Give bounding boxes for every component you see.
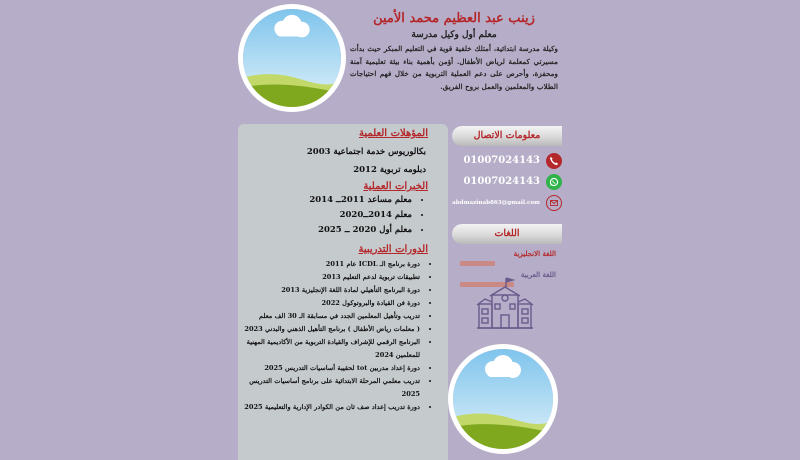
- whatsapp-row[interactable]: [452, 171, 562, 192]
- whatsapp-number[interactable]: 01007024143: [463, 176, 540, 187]
- experience-list: [242, 193, 440, 238]
- phone-row[interactable]: [452, 150, 562, 171]
- course-item: • ( معلمات رياض الأطفال ) برنامج التأهيل الذهني والبدني 2023: [242, 323, 420, 336]
- experience-title: الخبرات العملية: [363, 181, 428, 192]
- experience-item: • معلم 2014ــ2020: [242, 208, 412, 223]
- courses-title: الدورات التدريبية: [358, 244, 428, 255]
- course-item: • تدريب وتأهيل المعلمين الجدد في مسابقة الـ 30 الف معلم: [242, 310, 420, 323]
- person-name: زينب عبد العظيم محمد الأمين: [373, 11, 535, 26]
- job-title: معلم أول وكيل مدرسة: [411, 30, 497, 40]
- language-label: اللغة العربية: [520, 270, 556, 279]
- contact-title: معلومات الاتصال: [452, 126, 562, 146]
- profile-photo-top: [238, 4, 346, 112]
- profile-photo-bottom: [448, 344, 558, 454]
- main-panel: [238, 124, 448, 460]
- course-item: • تدريب معلمي المرحلة الابتدائية على برنامج أساسيات التدريس 2025: [242, 375, 420, 401]
- school-icon: [476, 276, 534, 330]
- side-column: [452, 124, 562, 289]
- header: [350, 10, 558, 93]
- language-level-bar: [460, 261, 495, 266]
- email-icon: [546, 195, 562, 211]
- course-item: • دورة تدريب إعداد صف ثان من الكوادر الإدارية والتعليمية 2025: [242, 401, 420, 414]
- course-item: • البرنامج الرقمي للإشراف والقيادة التربوية من الأكاديمية المهنية للمعلمين 2024: [242, 336, 420, 362]
- phone-icon: [546, 153, 562, 169]
- languages-title: اللغات: [452, 224, 562, 244]
- course-item: • دورة برنامج الـ ICDL عام 2011: [242, 258, 420, 271]
- language-label: اللغة الانجليزية: [513, 249, 556, 258]
- experience-item: • معلم مساعد 2011ــ 2014: [242, 193, 412, 208]
- qualification-item: دبلومه تربوية 2012: [353, 165, 426, 175]
- email-row[interactable]: [452, 192, 562, 213]
- qualification-item: بكالوريوس خدمة اجتماعية 2003: [306, 147, 426, 157]
- whatsapp-icon: [546, 174, 562, 190]
- bio-paragraph: وكيلة مدرسة ابتدائية، أمتلك خلفية قوية في التعليم المبكر حيث بدأت مسيرتي كمعلمة لرياض الأطفال. أؤمن بأهمية بناء بيئة تعليمية آمنة ومحفزة، وأحرص على دعم العملية التربوية من خلال فهم احتياجات الطلاب والمعلمين والعمل بروح الفريق.: [350, 44, 558, 91]
- language-item: [452, 247, 562, 268]
- course-item: • دورة فن القيادة والبروتوكول 2022: [242, 297, 420, 310]
- phone-number[interactable]: 01007024143: [463, 155, 540, 166]
- experience-item: • معلم أول 2020 ــ 2025: [242, 223, 412, 238]
- course-item: • تطبيقات تربوية لدعم التعليم 2013: [242, 271, 420, 284]
- course-item: • دورة إعداد مدربين tot لحقيبة أساسيات التدريس 2025: [242, 362, 420, 375]
- course-item: • دورة البرنامج التأهيلي لمادة اللغة الإنجليزية 2013: [242, 284, 420, 297]
- qualifications-title: المؤهلات العلمية: [358, 128, 428, 139]
- email-address[interactable]: abdmazinab863@gmail.com: [452, 199, 540, 206]
- courses-list: [242, 258, 440, 414]
